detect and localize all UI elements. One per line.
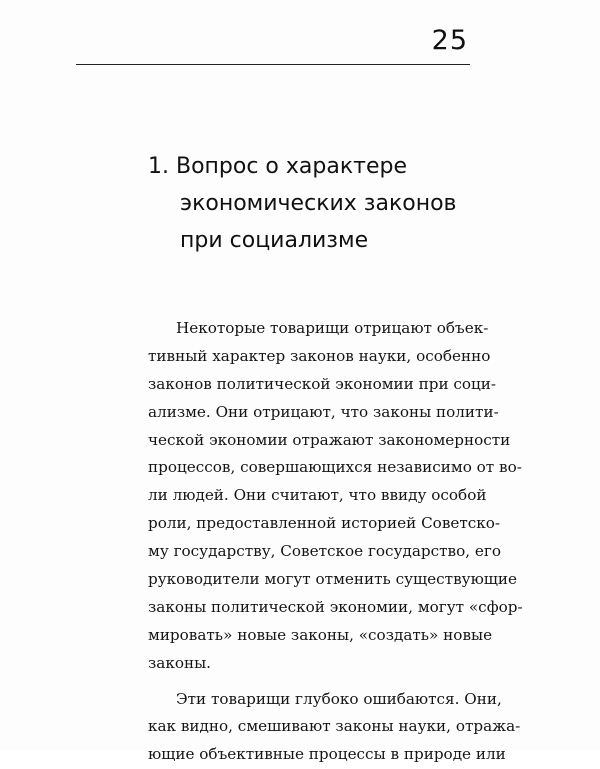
chapter-title-line: 1. Вопрос о характере (148, 154, 407, 179)
text-line: процессов, совершающихся независимо от во- (148, 458, 522, 477)
paragraph-spacer (148, 678, 470, 686)
header-rule (76, 64, 470, 65)
text-line: законы. (148, 653, 212, 672)
text-line: ческой экономии отражают закономерности (148, 430, 511, 449)
text-line: как видно, смешивают законы науки, отража- (148, 717, 521, 736)
paragraph-1 (148, 315, 523, 678)
text-line: роли, предоставленной историей Советско- (148, 514, 501, 533)
text-line: ализме. Они отрицают, что законы полити- (148, 402, 499, 421)
text-line: законов политической экономии при соци- (148, 374, 497, 393)
text-line: ли людей. Они считают, что ввиду особой (148, 486, 487, 505)
text-line: му государству, Советское государство, его (148, 542, 501, 561)
chapter-title (148, 148, 468, 259)
chapter-title-line: экономических законов (180, 191, 457, 216)
text-line: законы политической экономии, могут «сфор- (148, 597, 523, 616)
text-line: руководители могут отменить существующие (148, 570, 518, 589)
text-line: Некоторые товарищи отрицают объек- (176, 319, 489, 337)
chapter-title-line: при социализме (180, 228, 369, 253)
body-text (148, 315, 523, 769)
text-line: мировать» новые законы, «создать» новые (148, 625, 493, 644)
text-line: тивный характер законов науки, особенно (148, 346, 491, 365)
text-line: ющие объективные процессы в природе или (148, 745, 506, 764)
text-line: Эти товарищи глубоко ошибаются. Они, (176, 689, 502, 708)
paragraph-2 (148, 686, 521, 769)
page-number: 25 (431, 25, 468, 56)
